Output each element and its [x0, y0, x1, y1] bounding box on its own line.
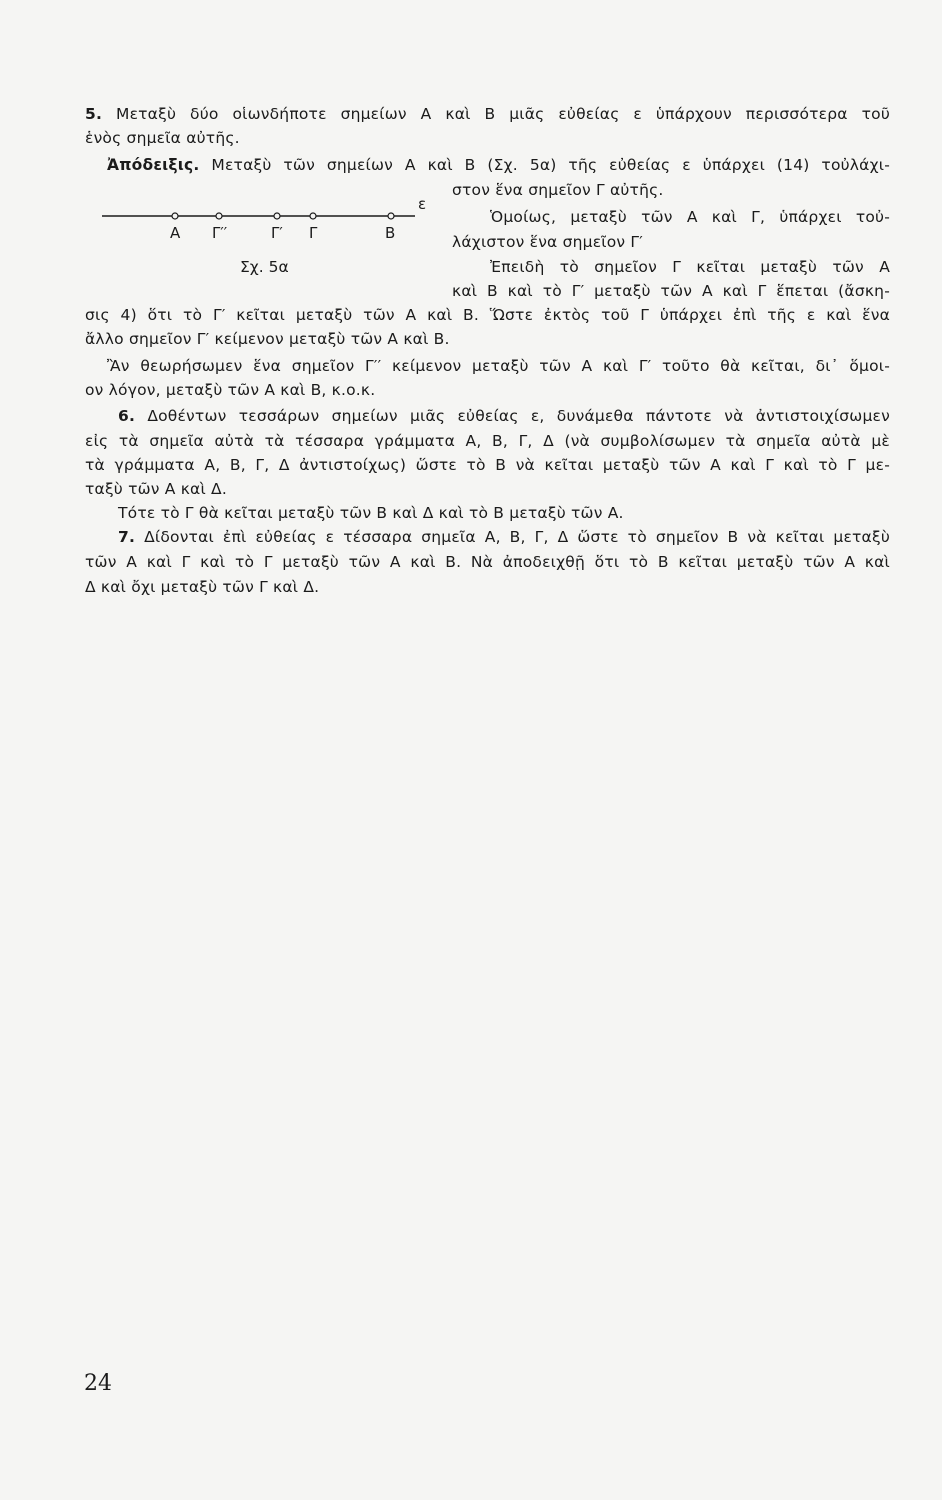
paragraph-5-line-1 — [85, 104, 890, 124]
paragraph-6-line-3: τὰ γράμματα Α, Β, Γ, Δ ἀντιστοίχως) ὥστε τὸ Β νὰ κεῖται μεταξὺ τῶν Α καὶ Γ καὶ τὸ Γ με- — [85, 456, 890, 474]
proof-line-4: λάχιστον ἕνα σημεῖον Γ′ — [452, 233, 643, 251]
text-span: Μεταξὺ τῶν σημείων Α καὶ Β (Σχ. 5α) τῆς εὐθείας ε ὑπάρχει (14) τοὐλάχι- — [211, 156, 890, 174]
exercise-number: 7. — [118, 528, 136, 546]
proof-line-7: σις 4) ὅτι τὸ Γ′ κεῖται μεταξὺ τῶν Α καὶ Β. Ὥστε ἐκτὸς τοῦ Γ ὑπάρχει ἐπὶ τῆς ε καὶ ἕνα — [85, 306, 890, 324]
proof-line-3: Ὁμοίως, μεταξὺ τῶν Α καὶ Γ, ὑπάρχει τοὐ- — [490, 208, 890, 226]
paragraph-6-line-1 — [118, 406, 890, 426]
exercise-number: 6. — [118, 407, 136, 425]
proof-line-1 — [107, 155, 890, 175]
exercise-number: 5. — [85, 105, 103, 123]
paragraph-6-line-2: εἰς τὰ σημεῖα αὐτὰ τὰ τέσσαρα γράμματα Α, Β, Γ, Δ (νὰ συμβολίσωμεν τὰ σημεῖα αὐτὰ μὲ — [85, 432, 890, 450]
figure-caption: Σχ. 5α — [240, 258, 289, 276]
point-label-b: Β — [385, 224, 396, 242]
paragraph-7-line-3: Δ καὶ ὄχι μεταξὺ τῶν Γ καὶ Δ. — [85, 578, 320, 596]
point-label-gamma-prime: Γ′ — [271, 224, 283, 242]
point-a — [172, 213, 178, 219]
point-gamma-prime — [274, 213, 280, 219]
point-gamma — [310, 213, 316, 219]
point-label-gamma: Γ — [309, 224, 318, 242]
paragraph-6-line-5: Τότε τὸ Γ θὰ κεῖται μεταξὺ τῶν Β καὶ Δ καὶ τὸ Β μεταξὺ τῶν Α. — [118, 504, 624, 522]
text-span: Δίδονται ἐπὶ εὐθείας ε τέσσαρα σημεῖα Α, Β, Γ, Δ ὥστε τὸ σημεῖον Β νὰ κεῖται μεταξὺ — [144, 528, 890, 546]
point-gamma-double-prime — [216, 213, 222, 219]
proof-line-5: Ἐπειδὴ τὸ σημεῖον Γ κεῖται μεταξὺ τῶν Α — [490, 258, 890, 276]
point-b — [388, 213, 394, 219]
paragraph-5-line-2: ἑνὸς σημεῖα αὐτῆς. — [85, 129, 240, 147]
proof-line-9: Ἂν θεωρήσωμεν ἕνα σημεῖον Γ′′ κείμενον μεταξὺ τῶν Α καὶ Γ′ τοῦτο θὰ κεῖται, δι᾽ ὅμοι- — [107, 357, 890, 375]
point-label-gamma-double-prime: Γ′′ — [212, 224, 228, 242]
line-label: ε — [418, 195, 427, 213]
paragraph-7-line-2: τῶν Α καὶ Γ καὶ τὸ Γ μεταξὺ τῶν Α καὶ Β. Νὰ ἀποδειχθῇ ὅτι τὸ Β κεῖται μεταξὺ τῶν Α καὶ — [85, 553, 890, 571]
paragraph-6-line-4: ταξὺ τῶν Α καὶ Δ. — [85, 480, 227, 498]
paragraph-7-line-1 — [118, 527, 890, 547]
page-number: 24 — [84, 1371, 112, 1396]
proof-line-2: στον ἕνα σημεῖον Γ αὐτῆς. — [452, 181, 664, 199]
text-span: Δοθέντων τεσσάρων σημείων μιᾶς εὐθείας ε, δυνάμεθα πάντοτε νὰ ἀντιστοιχίσωμεν — [147, 407, 890, 425]
text-span: Μεταξὺ δύο οἱωνδήποτε σημείων Α καὶ Β μιᾶς εὐθείας ε ὑπάρχουν περισσότερα τοῦ — [116, 105, 890, 123]
proof-label: Ἀπόδειξις. — [107, 156, 200, 174]
point-label-a: Α — [170, 224, 181, 242]
proof-line-6: καὶ Β καὶ τὸ Γ′ μεταξὺ τῶν Α καὶ Γ ἕπεται (ἄσκη- — [452, 282, 890, 300]
proof-line-8: ἄλλο σημεῖον Γ′ κείμενον μεταξὺ τῶν Α καὶ Β. — [85, 330, 450, 348]
figure-5a — [100, 190, 440, 280]
proof-line-10: ον λόγον, μεταξὺ τῶν Α καὶ Β, κ.ο.κ. — [85, 381, 376, 399]
